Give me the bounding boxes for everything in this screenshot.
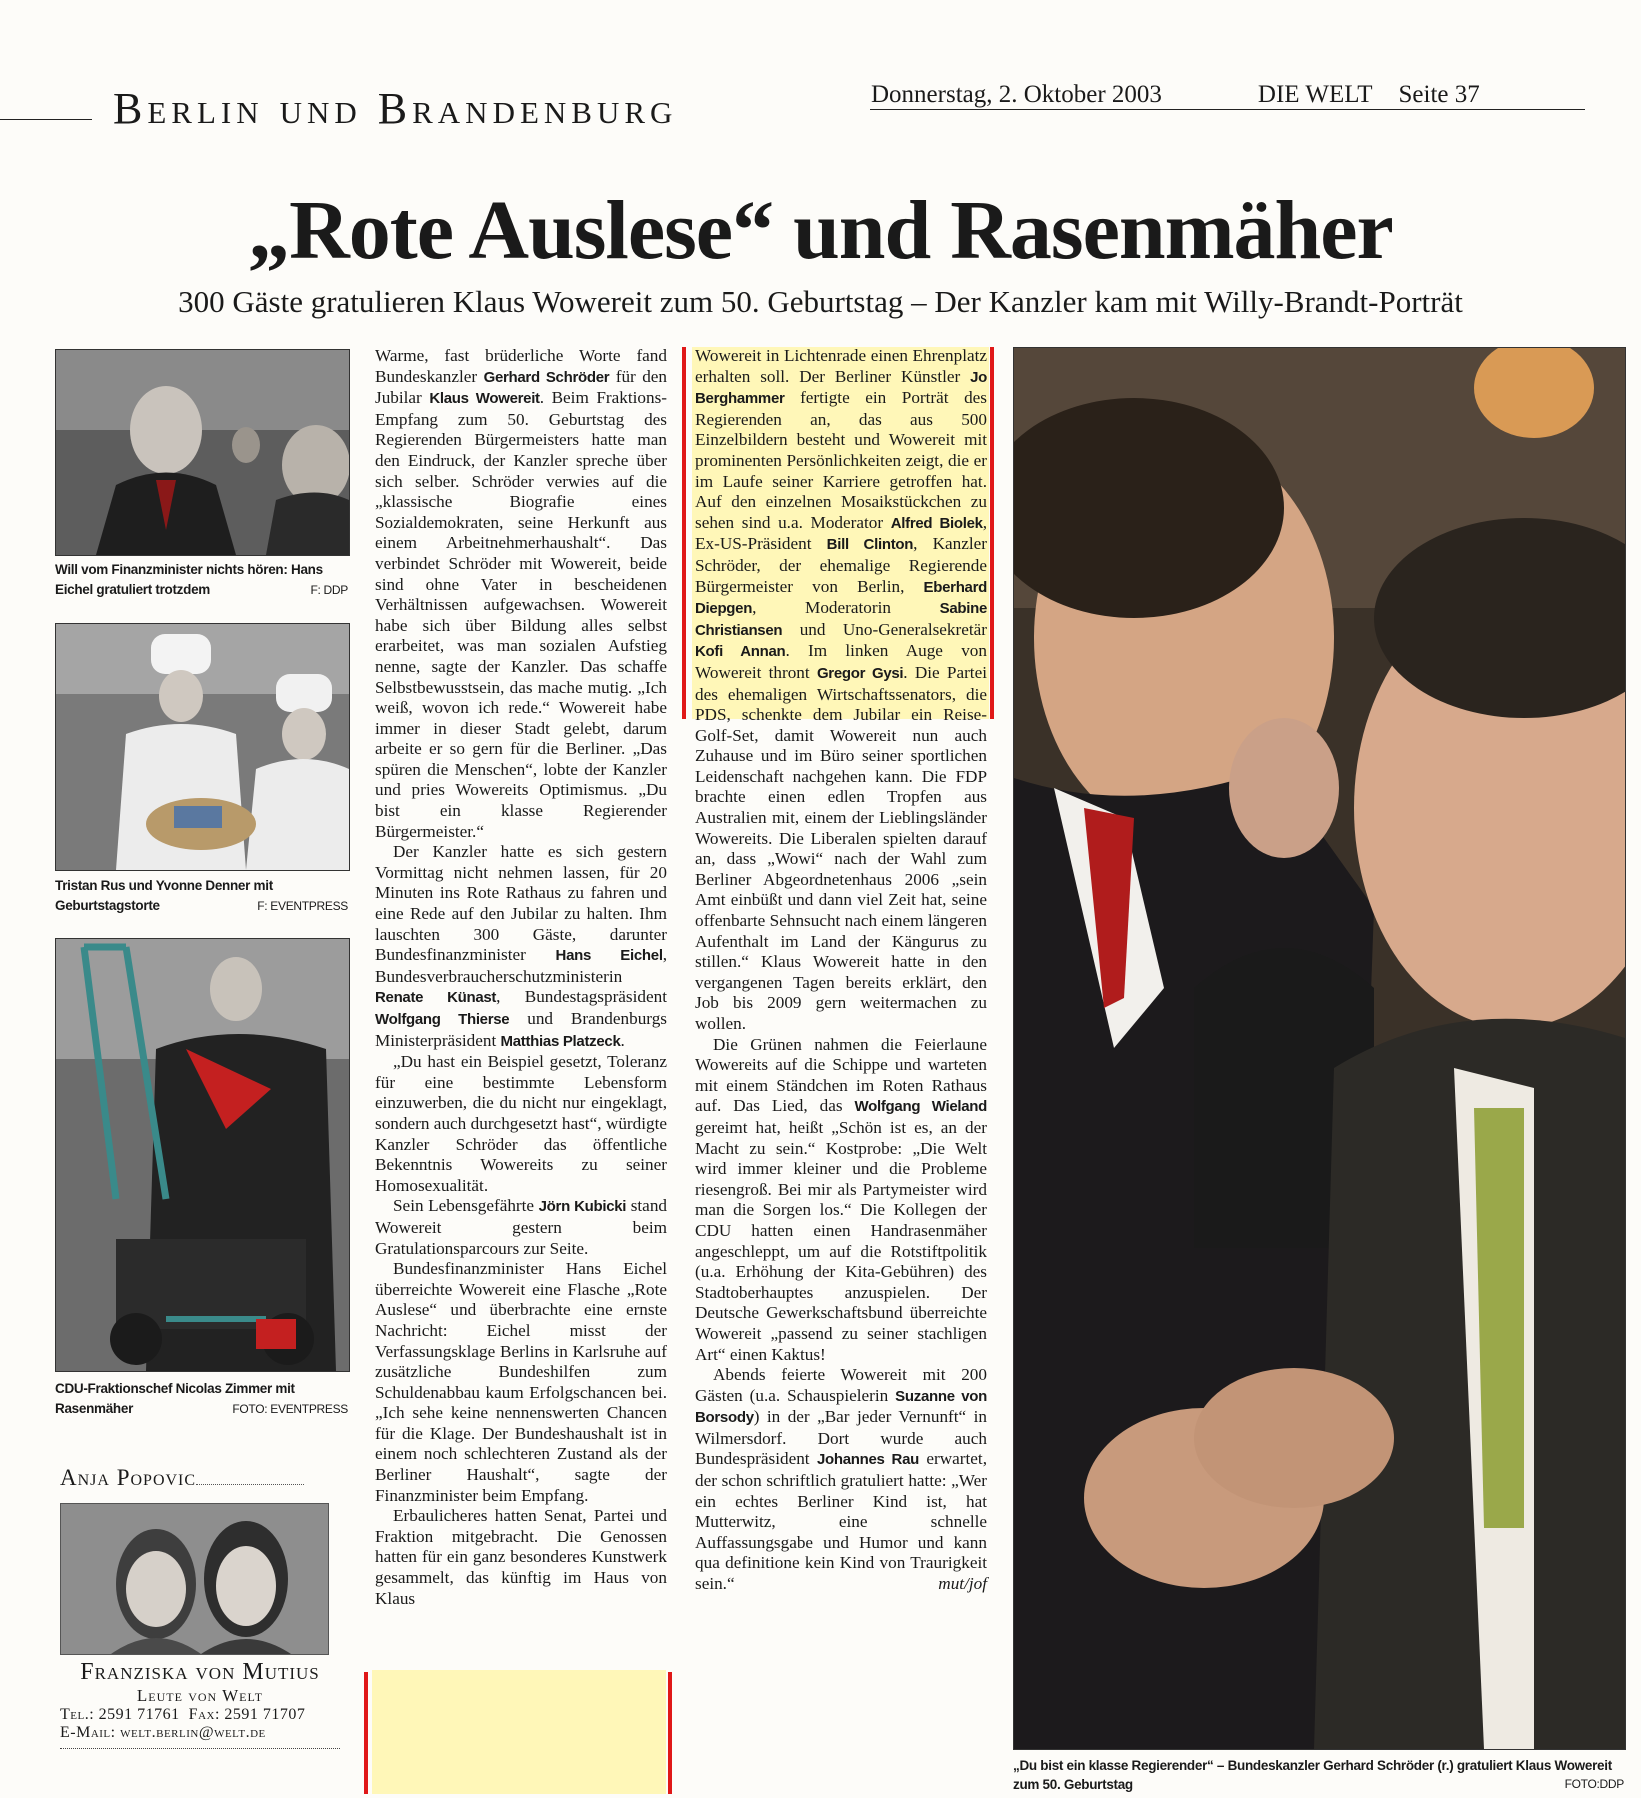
author-box-rule xyxy=(60,1748,340,1749)
red-marker-col2 xyxy=(682,347,686,719)
photo-credit: F: DDP xyxy=(310,583,348,597)
person-name: Renate Künast xyxy=(375,989,497,1007)
person-name: Jo Berghammer xyxy=(695,368,987,408)
person-name: Hans Eichel xyxy=(555,947,663,965)
person-name: Gregor Gysi xyxy=(816,664,904,682)
person-name: Wolfgang Wieland xyxy=(854,1098,987,1116)
photo-caption-2 xyxy=(55,876,348,916)
article-paragraph: Der Kanzler hatte es sich gestern Vormittag nicht nehmen lassen, für 20 Minuten ins Rote Rathaus zu fahren und eine Rede auf den Jubilar zu halten. Ihm lauschten 300 Gäste, darunter Bundesfinanzminister Hans Eichel, Bundesverbraucherschutzministerin Renate Künast, Bundestagspräsident Wolfgang Thierse und Brandenburgs Ministerpräsident Matthias Platzeck. xyxy=(375,842,667,1050)
caption-text: Tristan Rus und Yvonne Denner mit Geburtstagstorte xyxy=(55,878,273,913)
photo-credit: F: EVENTPRESS xyxy=(257,899,348,913)
contact-phone-fax xyxy=(60,1706,340,1724)
author-name xyxy=(60,1465,340,1491)
person-name: Sabine Christiansen xyxy=(695,600,987,639)
photo-credit: FOTO:DDP xyxy=(1564,1777,1624,1791)
article-column-2 xyxy=(695,346,987,1595)
red-marker-col1 xyxy=(364,1672,368,1794)
author-signature: mut/jof xyxy=(938,1574,987,1594)
person-name: Alfred Biolek xyxy=(890,514,983,532)
person-name: Klaus Wowereit xyxy=(429,390,540,408)
header-rule xyxy=(870,109,1585,110)
article-paragraph: Bundesfinanzminister Hans Eichel überreichte Wowereit eine Flasche „Rote Auslese“ und überbrachte eine ernste Nachricht: Eichel misst der Verfassungsklage Berlins in Karlsruhe auf zusätzliche Bundeshilfen zum Schuldenabbau kaum Erfolgschancen bei. „Ich sehe keine nennenswerten Chancen für die Klage. Der Bundeshaushalt ist in einem noch schlechteren Zustand als der Berliner Haushalt“, sagte der Finanzminister beim Empfang. xyxy=(375,1259,667,1505)
article-paragraph: Wowereit in Lichtenrade einen Ehrenplatz erhalten soll. Der Berliner Künstler Jo Berghammer fertigte ein Porträt des Regierenden an, das aus 500 Einzelbildern besteht und Wowereit mit prominenten Persönlichkeiten zeigt, die er im Laufe seiner Karriere getroffen hat. Auf den einzelnen Mosaikstückchen zu sehen sind u.a. Moderator Alfred Biolek, Ex-US-Präsident Bill Clinton, Kanzler Schröder, der ehemalige Regierende Bürgermeister von Berlin, Eberhard Diepgen, Moderatorin Sabine Christiansen und Uno-Generalsekretär Kofi Annan. Im linken Auge von Wowereit thront Gregor Gysi. Die Partei des ehemaligen Wirtschaftssenators, die PDS, schenkte dem Jubilar ein Reise-Golf-Set, damit Wowereit nun auch Zuhause und im Büro seiner sportlichen Leidenschaft nachgehen kann. Die FDP brachte einen edlen Tropfen aus Australien mit, einem der Lieblingsländer Wowereits. Die Liberalen spielten darauf an, dass „Wowi“ nach der Wahl zum Berliner Abgeordnetenhaus 2006 „sein Amt einbüßt und dann viel Zeit hat, seine offenbarte Sehnsucht nach einem längeren Aufenthalt im Land der Kängurus zu stillen.“ Klaus Wowereit hatte in den vergangenen Tagen bereits erklärt, den Job bis 2009 gern weitermachen zu wollen. xyxy=(695,346,987,1033)
article-paragraph: Sein Lebensgefährte Jörn Kubicki stand Wowereit gestern beim Gratulationsparcours zur Seite. xyxy=(375,1196,668,1258)
contact-email: E-Mail: welt.berlin@welt.de xyxy=(60,1724,266,1741)
page-number: Seite 37 xyxy=(1398,81,1480,108)
person-name: Eberhard Diepgen xyxy=(695,578,987,618)
section-title: Berlin und Brandenburg xyxy=(113,84,678,133)
caption-text: CDU-Fraktionschef Nicolas Zimmer mit Rasenmäher xyxy=(55,1381,295,1416)
article-paragraph: „Du hast ein Beispiel gesetzt, Toleranz für eine bestimmte Lebensform einzuwerben, die du nicht nur eingeklagt, sondern auch durchgesetzt hast“, würdigte Kanzler Schröder das öffentliche Bekenntnis Wowereits zu seiner Homosexualität. xyxy=(375,1052,667,1195)
author-photo xyxy=(60,1503,329,1655)
red-marker-col2-right xyxy=(990,347,994,719)
highlight-col1 xyxy=(372,1670,666,1794)
person-name: Wolfgang Thierse xyxy=(375,1011,510,1028)
photo-caption-4 xyxy=(1013,1756,1624,1794)
columnist-name: Franziska von Mutius xyxy=(80,1659,320,1685)
person-name: Bill Clinton xyxy=(826,536,914,554)
person-name: Matthias Platzeck xyxy=(500,1032,621,1050)
dotted-leader xyxy=(196,1484,304,1485)
article-column-1 xyxy=(375,346,667,1609)
photo-cake xyxy=(55,623,350,871)
issue-date: Donnerstag, 2. Oktober 2003 xyxy=(871,81,1162,108)
person-name: Suzanne von Borsody xyxy=(695,1387,987,1427)
person-name: Kofi Annan xyxy=(695,643,786,661)
photo-eichel xyxy=(55,349,350,556)
red-marker-col1-right xyxy=(668,1672,672,1794)
newspaper-name: DIE WELT xyxy=(1257,81,1373,108)
article-paragraph: Erbaulicheres hatten Senat, Partei und Fraktion mitgebracht. Die Genossen hatten für ein ganz besonderes Kunstwerk gesammelt, das künftig im Haus von Klaus xyxy=(375,1506,667,1608)
header-meta xyxy=(871,81,1641,109)
photo-caption-1 xyxy=(55,560,348,600)
photo-schroeder-wowereit xyxy=(1013,347,1626,1750)
contact-fax: Fax: 2591 71707 xyxy=(188,1706,306,1723)
photo-caption-3 xyxy=(55,1379,348,1419)
headline: „Rote Auslese“ und Rasenmäher xyxy=(248,184,1393,277)
author-name-text: Anja Popovic xyxy=(60,1465,197,1490)
header-rule-left xyxy=(0,119,92,120)
author-box xyxy=(60,1465,340,1749)
person-name: Gerhard Schröder xyxy=(483,368,610,386)
article-paragraph: Abends feierte Wowereit mit 200 Gästen (u.a. Schauspielerin Suzanne von Borsody) in der „Bar jeder Vernunft“ in Wilmersdorf. Dort wurde auch Bundespräsident Johannes Rau erwartet, der schon schriftlich gratuliert hatte: „Wer ein echtes Berliner Kind ist, hat Mutterwitz, eine schnelle Auffassungsgabe und Humor und kann qua definitione kein Kind von Traurigkeit sein.“ mut/jof xyxy=(695,1365,987,1594)
caption-text: „Du bist ein klasse Regierender“ – Bundeskanzler Gerhard Schröder (r.) gratuliert Klaus Wowereit zum 50. Geburtstag xyxy=(1013,1758,1612,1792)
photo-lawnmower xyxy=(55,938,350,1372)
column-name: Leute von Welt xyxy=(136,1686,264,1705)
person-name: Johannes Rau xyxy=(816,1451,919,1469)
person-name: Jörn Kubicki xyxy=(538,1198,627,1216)
contact-tel: Tel.: 2591 71761 xyxy=(60,1706,180,1723)
article-paragraph: Warme, fast brüderliche Worte fand Bundeskanzler Gerhard Schröder für den Jubilar Klaus Wowereit. Beim Fraktions-Empfang zum 50. Geburtstag des Regierenden Bürgermeisters hatte man den Eindruck, der Kanzler spreche über sich selber. Schröder verwies auf die „klassische Biografie eines Sozialdemokraten, seine Herkunft aus einem Arbeitnehmerhaushalt“. Das verbindet Schröder mit Wowereit, beide sind ohne Vater in bescheidenen Verhältnissen aufgewachsen. Wowereit habe sich über Bildung alles selbst erarbeitet, was man sozialen Aufstieg nenne, sagte der Kanzler. Das schaffe Selbstbewusstsein, das mache mutig. „Ich weiß, wovon ich rede.“ Wowereit habe immer in dieser Stadt gelebt, darum arbeite er so gern für die Berliner. „Das spüren die Menschen“, lobte der Kanzler und pries Wowereits Optimismus. „Du bist ein klasse Regierender Bürgermeister.“ xyxy=(375,346,668,841)
caption-text: Will vom Finanzminister nichts hören: Hans Eichel gratuliert trotzdem xyxy=(55,562,323,597)
photo-credit: FOTO: EVENTPRESS xyxy=(232,1402,348,1416)
article-paragraph: Die Grünen nahmen die Feierlaune Wowereits auf die Schippe und warteten mit einem Ständchen im Roten Rathaus auf. Das Lied, das Wolfgang Wieland gereimt hat, heißt „Schön ist es, an der Macht zu sein.“ Kostprobe: „Die Welt wird immer kleiner und die Probleme riesengroß. Bei mir als Partymeister wird man die Sorgen los.“ Die Kollegen der CDU hatten einen Handrasenmäher angeschleppt, um auf die Rotstiftpolitik (u.a. Erhöhung der Kita-Gebühren) des Stadtoberhauptes anzuspielen. Der Deutsche Gewerkschaftsbund überreichte Wowereit „passend zu seiner stachligen Art“ einen Kaktus! xyxy=(695,1034,987,1364)
subheadline: 300 Gäste gratulieren Klaus Wowereit zum 50. Geburtstag – Der Kanzler kam mit Willy-Brandt-Porträt xyxy=(178,284,1463,319)
